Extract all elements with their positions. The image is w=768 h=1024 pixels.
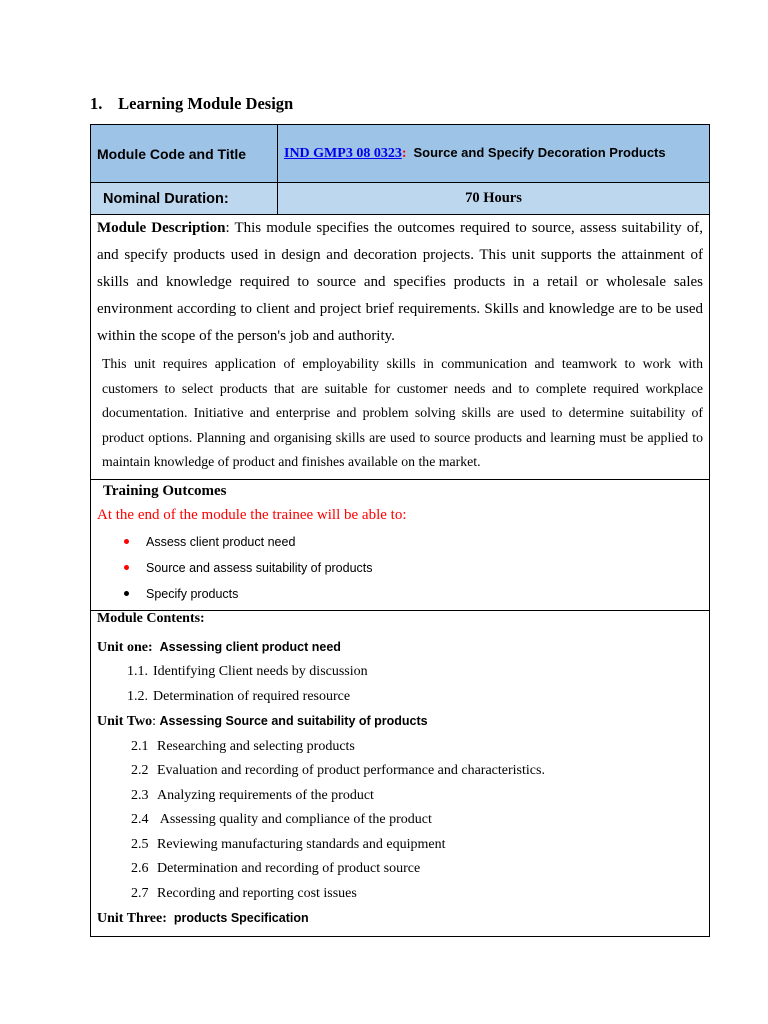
section-title: Learning Module Design — [118, 94, 294, 113]
outcome-text: Assess client product need — [146, 534, 296, 549]
description-paragraph-2: This unit requires application of employability skills in communication and teamwork to work with customers to select products that are suitable for customer needs and to complete required workplace documentation. Initiative and enterprise and problem solving skills are used to determine suitability of product options. Planning and organising skills are used to source products and learning must be applied to maintain knowledge of product and finishes available on the market. — [102, 356, 703, 470]
list-item — [97, 685, 703, 710]
list-item — [97, 735, 703, 760]
item-text: Recording and reporting cost issues — [157, 885, 357, 901]
unit-one-label: Unit one: — [97, 639, 153, 655]
item-number: 2.2 — [131, 763, 149, 779]
outcomes-row — [91, 479, 710, 610]
list-item — [97, 882, 703, 907]
list-item — [97, 759, 703, 784]
unit-three-label: Unit Three: — [97, 911, 167, 927]
unit-two-separator: : — [152, 714, 160, 730]
duration-label: Nominal Duration: — [91, 183, 278, 215]
section-number: 1. — [90, 94, 103, 113]
duration-value: 70 Hours — [278, 183, 710, 215]
bullet-icon — [124, 591, 129, 596]
description-label: Module Description — [97, 220, 226, 236]
module-title: Source and Specify Decoration Products — [413, 145, 666, 160]
section-heading — [90, 94, 293, 114]
item-text: Determination of required resource — [153, 688, 351, 704]
list-item — [97, 808, 703, 833]
item-text: Reviewing manufacturing standards and equipment — [157, 836, 446, 852]
list-item — [97, 660, 703, 685]
contents-title: Module Contents: — [97, 610, 205, 626]
bullet-icon — [124, 565, 129, 570]
outcomes-intro: At the end of the module the trainee will be able to: — [97, 506, 407, 523]
item-text: Analyzing requirements of the product — [157, 787, 374, 803]
contents-row — [91, 610, 710, 936]
unit-one-heading — [97, 635, 703, 661]
item-text: Evaluation and recording of product performance and characteristics. — [157, 763, 545, 779]
description-paragraph-1 — [97, 215, 703, 350]
code-title-label: Module Code and Title — [91, 125, 278, 183]
description-cell — [91, 215, 710, 480]
item-number: 1.1. — [127, 664, 148, 680]
duration-row — [91, 183, 710, 215]
item-text: Determination and recording of product source — [157, 861, 421, 877]
item-number: 2.3 — [131, 787, 149, 803]
bullet-icon — [124, 539, 129, 544]
code-colon: : — [401, 146, 407, 161]
header-row — [91, 125, 710, 183]
contents-cell — [91, 610, 710, 936]
module-design-table — [90, 124, 710, 937]
list-item — [124, 529, 703, 555]
list-item — [97, 784, 703, 809]
item-number: 2.5 — [131, 836, 149, 852]
list-item — [97, 857, 703, 882]
item-text: Researching and selecting products — [157, 738, 355, 754]
list-item — [124, 555, 703, 581]
description-row — [91, 215, 710, 480]
outcome-text: Specify products — [146, 586, 239, 601]
unit-three-heading — [97, 906, 703, 936]
unit-one-name: Assessing client product need — [159, 639, 341, 654]
description-text-1: : This module specifies the outcomes required to source, assess suitability of, and specify products used in design and decoration projects. This unit supports the attainment of skills and knowledge required to source and specifies products in a retail or wholesale sales environment according to client and project brief requirements. Skills and knowledge are to be used within the scope of the person's job and authority. — [97, 220, 704, 344]
outcome-text: Source and assess suitability of products — [146, 560, 373, 575]
item-number: 2.1 — [131, 738, 149, 754]
module-code-link[interactable]: IND GMP3 08 0323 — [284, 146, 402, 161]
item-number: 1.2. — [127, 688, 148, 704]
unit-three-name: products Specification — [173, 911, 309, 926]
item-number: 2.6 — [131, 861, 149, 877]
list-item — [124, 581, 703, 607]
item-text: Assessing quality and compliance of the product — [157, 812, 432, 828]
unit-two-label: Unit Two — [97, 714, 153, 730]
outcomes-list — [97, 529, 703, 607]
unit-two-heading — [97, 709, 703, 735]
code-title-cell — [278, 125, 710, 183]
outcomes-cell — [91, 479, 710, 610]
item-number: 2.4 — [131, 812, 149, 828]
item-number: 2.7 — [131, 885, 149, 901]
outcomes-title: Training Outcomes — [103, 482, 227, 499]
unit-two-name: Assessing Source and suitability of products — [159, 714, 428, 729]
item-text: Identifying Client needs by discussion — [153, 664, 368, 680]
list-item — [97, 833, 703, 858]
